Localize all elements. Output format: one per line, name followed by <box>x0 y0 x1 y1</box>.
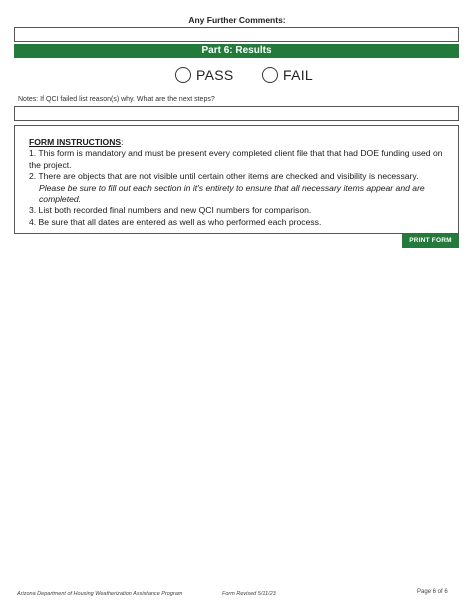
notes-label: Notes: If QCI failed list reason(s) why. What are the next steps? <box>18 96 215 103</box>
pass-label: PASS <box>196 67 234 83</box>
instructions-heading <box>29 137 446 148</box>
instructions-title-colon: : <box>121 137 124 147</box>
fail-radio-option[interactable] <box>262 64 313 86</box>
section-header-results: Part 6: Results <box>14 44 459 58</box>
instructions-title: FORM INSTRUCTIONS <box>29 137 122 147</box>
footer-page-number: Page 6 of 6 <box>417 589 448 595</box>
fail-label: FAIL <box>283 67 313 83</box>
instruction-item-2: 2. There are objects that are not visible until certain other items are checked and visibility is necessary. <box>29 171 419 182</box>
comments-label: Any Further Comments: <box>188 15 286 25</box>
notes-input[interactable] <box>14 106 459 121</box>
footer-revision: Form Revised 5/11/23 <box>222 591 276 597</box>
comments-input[interactable] <box>14 27 459 42</box>
pass-radio-option[interactable] <box>175 64 234 86</box>
footer-agency: Arizona Department of Housing Weatherization Assistance Program <box>17 591 183 597</box>
form-instructions-panel <box>14 125 459 234</box>
print-form-button[interactable]: PRINT FORM <box>402 234 459 248</box>
instruction-item-2-note: Please be sure to fill out each section in it's entirety to ensure that all necessary items appear and are completed. <box>39 182 425 205</box>
instruction-item-1: 1. This form is mandatory and must be present every completed client file that that had DOE funding used on the project. <box>29 148 443 170</box>
instruction-item-3: 3. List both recorded final numbers and new QCI numbers for comparison. <box>29 205 312 216</box>
fail-radio-button[interactable] <box>262 67 278 83</box>
instruction-item-4: 4. Be sure that all dates are entered as well as who performed each process. <box>29 216 322 227</box>
pass-radio-button[interactable] <box>175 67 191 83</box>
